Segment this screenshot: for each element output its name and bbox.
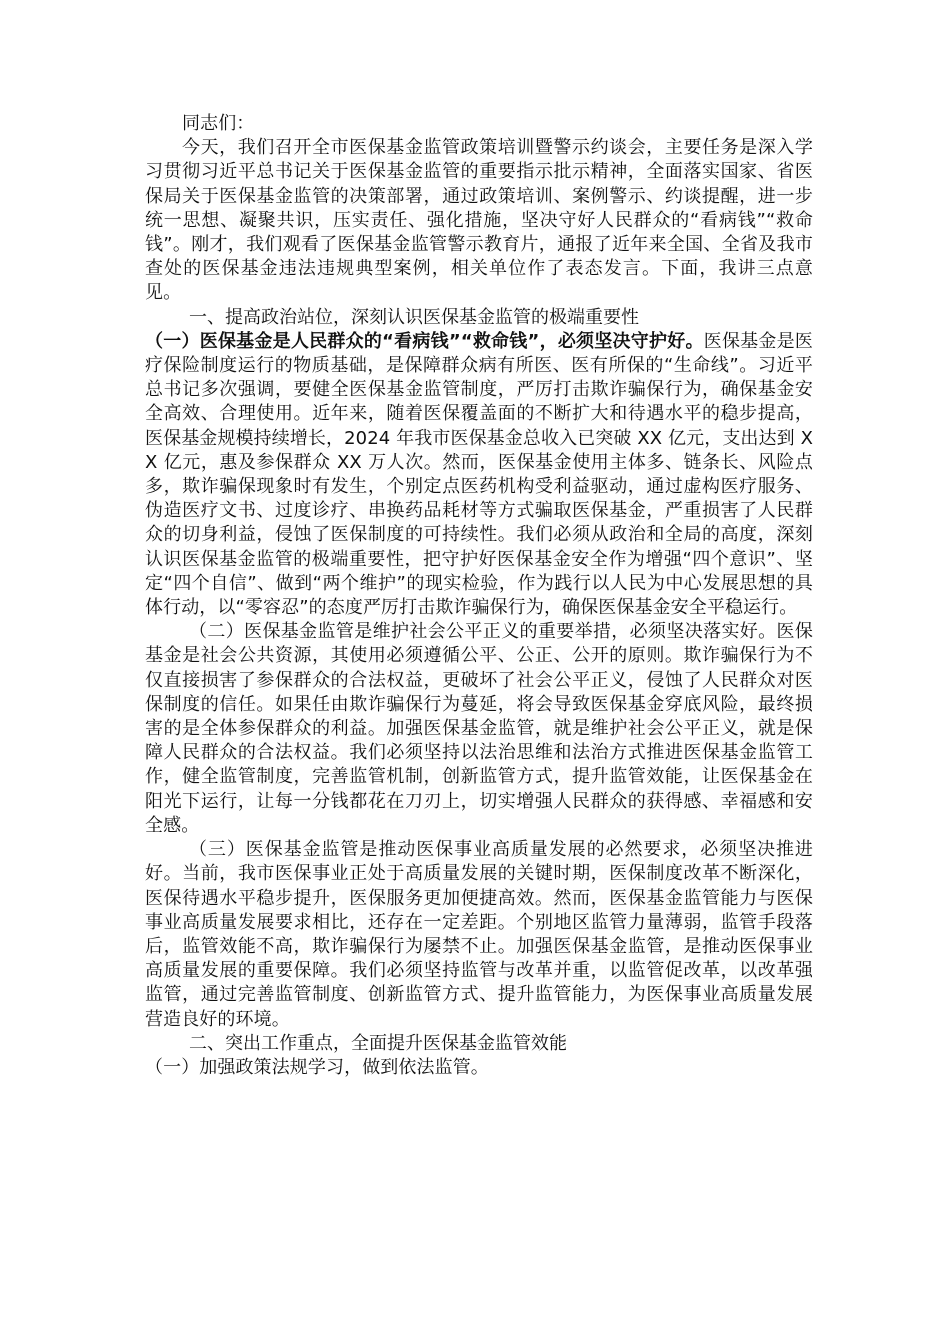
intro-paragraph: 今天，我们召开全市医保基金监管政策培训暨警示约谈会，主要任务是深入学习贯彻习近平总书记关于医保基金监管的重要指示批示精神，全面落实国家、省医保局关于医保基金监管的决策部署，通过政策培训、案例警示、约谈提醒，进一步统一思想、凝聚共识，压实责任、强化措施，坚决守好人民群众的“看病钱”“救命钱”。刚才，我们观看了医保基金监管警示教育片，通报了近年来全国、全省及我市查处的医保基金违法违规典型案例，相关单位作了表态发言。下面，我讲三点意见。 [145, 137, 813, 304]
section-1-paragraph-2: （二）医保基金监管是维护社会公平正义的重要举措，必须坚决落实好。医保基金是社会公共资源，其使用必须遵循公平、公正、公开的原则。欺诈骗保行为不仅直接损害了参保群众的合法权益，更破坏了社会公平正义，侵蚀了人民群众对医保制度的信任。如果任由欺诈骗保行为蔓延，将会导致医保基金穿底风险，最终损害的是全体参保群众的利益。加强医保基金监管，就是维护社会公平正义，就是保障人民群众的合法权益。我们必须坚持以法治思维和法治方式推进医保基金监管工作，健全监管制度，完善监管机制，创新监管方式，提升监管效能，让医保基金在阳光下运行，让每一分钱都花在刀刃上，切实增强人民群众的获得感、幸福感和安全感。 [145, 621, 813, 836]
section-2-heading: 二、突出工作重点，全面提升医保基金监管效能 [189, 1032, 567, 1054]
section-1-paragraph-1-lead: （一）医保基金是人民群众的“看病钱”“救命钱”，必须坚决守护好。 [145, 330, 704, 352]
salutation: 同志们： [182, 113, 255, 134]
section-1-paragraph-3: （三）医保基金监管是推动医保事业高质量发展的必然要求，必须坚决推进好。当前，我市医保事业正处于高质量发展的关键时期，医保制度改革不断深化，医保待遇水平稳步提升，医保服务更加便捷高效。然而，医保基金监管能力与医保事业高质量发展要求相比，还存在一定差距。个别地区监管力量薄弱，监管手段落后，监管效能不高，欺诈骗保行为屡禁不止。加强医保基金监管，是推动医保事业高质量发展的重要保障。我们必须坚持监管与改革并重，以监管促改革，以改革强监管，通过完善监管制度、创新监管方式、提升监管能力，为医保事业高质量发展营造良好的环境。 [145, 839, 813, 1030]
section-1-paragraph-1 [145, 330, 813, 620]
section-2-paragraph-1: （一）加强政策法规学习，做到依法监管。 [145, 1056, 489, 1078]
section-1-paragraph-1-body: 医保基金是医疗保险制度运行的物质基础，是保障群众病有所医、医有所保的“生命线”。习近平总书记多次强调，要健全医保基金监管制度，严厉打击欺诈骗保行为，确保基金安全高效、合理使用。近年来，随着医保覆盖面的不断扩大和待遇水平的稳步提高，医保基金规模持续增长，2024 年我市医保基金总收入已突破 XX 亿元，支出达到 XX 亿元，惠及参保群众 XX 万人次。然而，医保基金使用主体多、链条长、风险点多，欺诈骗保现象时有发生，个别定点医药机构受利益驱动，通过虚构医疗服务、伪造医疗文书、过度诊疗、串换药品耗材等方式骗取医保基金，严重损害了人民群众的切身利益，侵蚀了医保制度的可持续性。我们必须从政治和全局的高度，深刻认识医保基金监管的极端重要性，把守护好医保基金安全作为增强“四个意识”、坚定“四个自信”、做到“两个维护”的现实检验，作为践行以人民为中心发展思想的具体行动，以“零容忍”的态度严厉打击欺诈骗保行为，确保医保基金安全平稳运行。 [145, 330, 813, 619]
section-1-heading: 一、提高政治站位，深刻认识医保基金监管的极端重要性 [189, 306, 639, 328]
document-page [145, 112, 813, 1080]
